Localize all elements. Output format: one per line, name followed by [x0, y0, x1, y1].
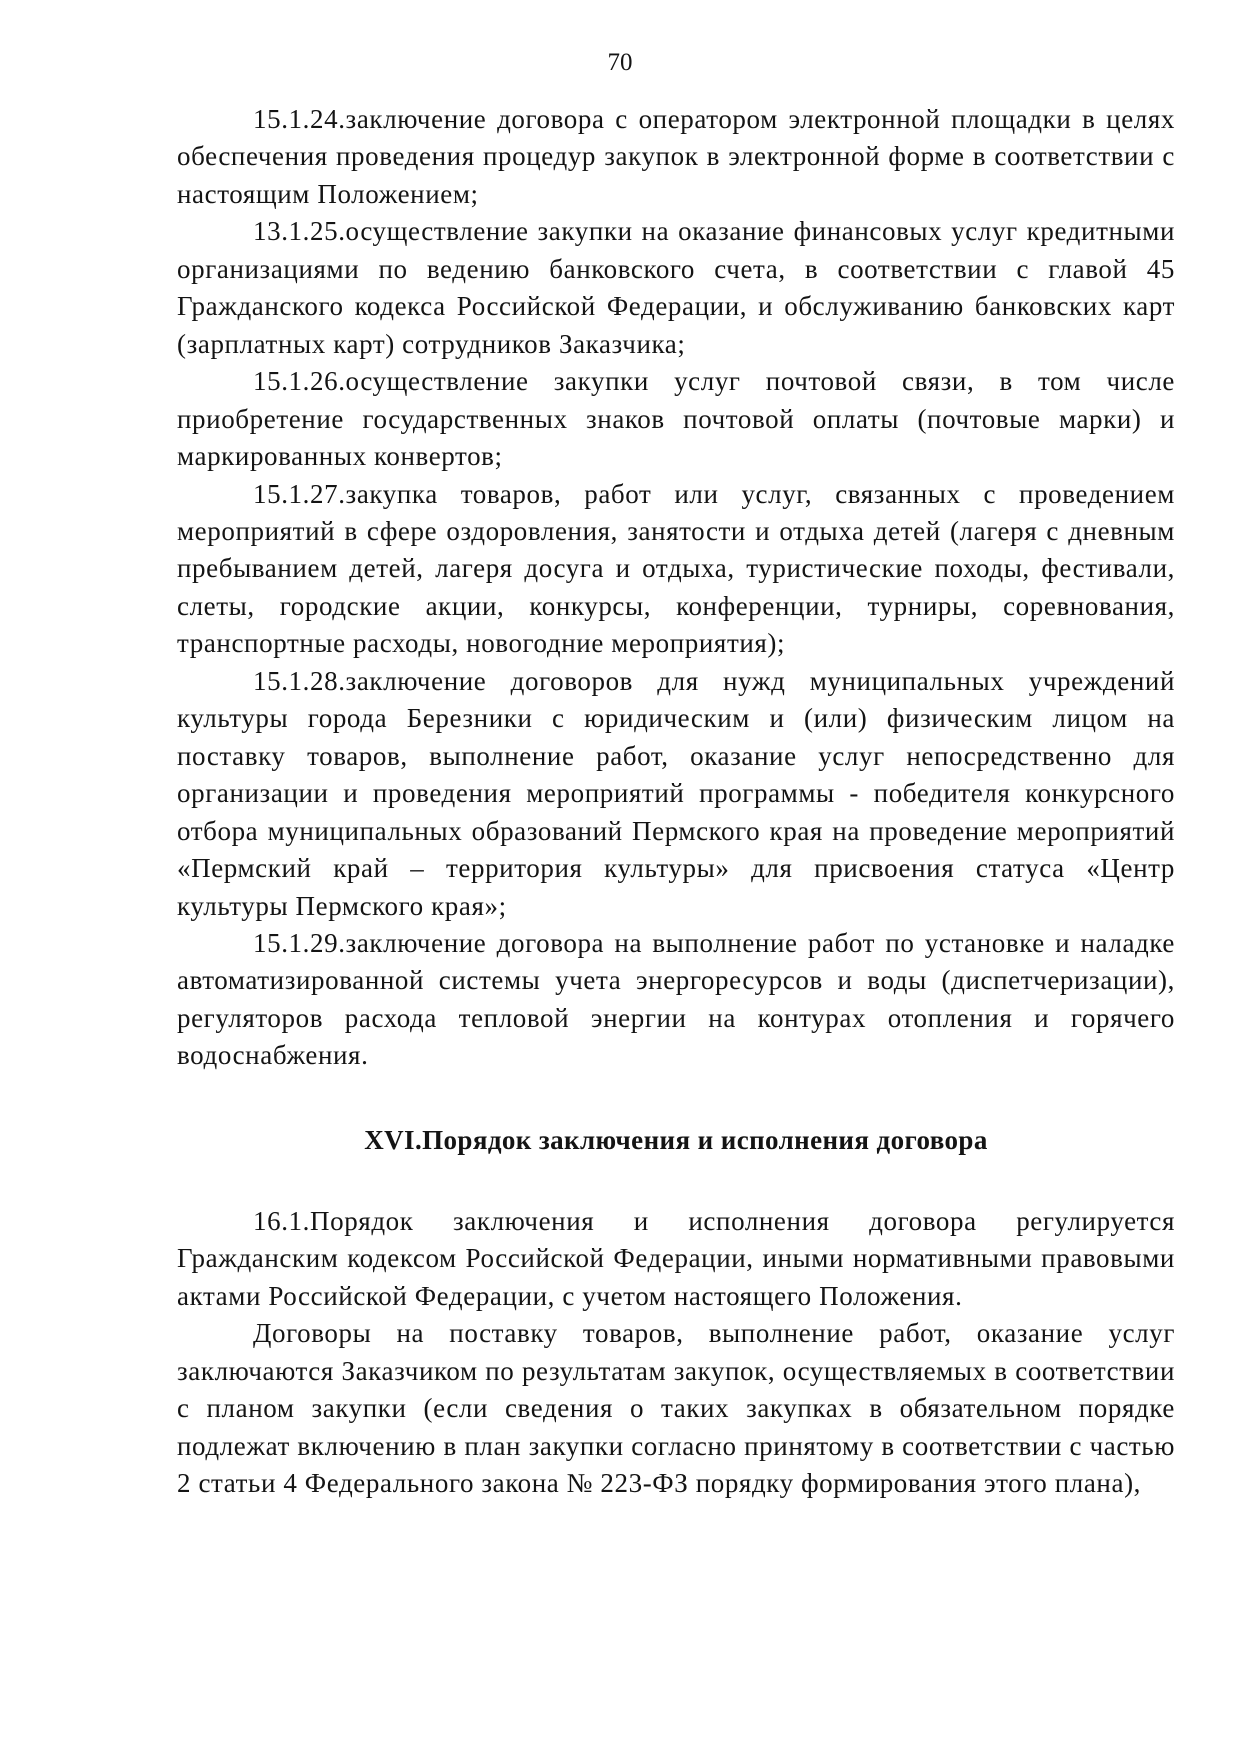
- list-item-15-1-26: 15.1.26.осуществление закупки услуг почтовой связи, в том числе приобретение государственных знаков почтовой оплаты (почтовые марки) и маркированных конвертов;: [177, 366, 1175, 472]
- section-paragraph-contracts: Договоры на поставку товаров, выполнение работ, оказание услуг заключаются Заказчиком по результатам закупок, осуществляемых в соответствии с планом закупки (если сведения о таких закупках в обязательном порядке подлежат включению в план закупки согласно принятому в соответствии с частью 2 статьи 4 Федерального закона № 223-ФЗ порядку формирования этого плана),: [177, 1318, 1175, 1498]
- list-item-15-1-24: 15.1.24.заключение договора с оператором электронной площадки в целях обеспечения проведения процедур закупок в электронной форме в соответствии с настоящим Положением;: [177, 104, 1175, 209]
- list-item-15-1-28: 15.1.28.заключение договоров для нужд муниципальных учреждений культуры города Березники с юридическим и (или) физическим лицом на поставку товаров, выполнение работ, оказание услуг непосредственно для организации и проведения мероприятий программы - победителя конкурсного отбора муниципальных образований Пермского края на проведение мероприятий «Пермский край – территория культуры» для присвоения статуса «Центр культуры Пермского края»;: [177, 665, 1175, 921]
- document-body: [177, 101, 1175, 1502]
- page-number: 70: [607, 49, 633, 76]
- list-item-15-1-27: 15.1.27.закупка товаров, работ или услуг, связанных с проведением мероприятий в сфере оздоровления, занятости и отдыха детей (лагеря с дневным пребыванием детей, лагеря досуга и отдыха, туристические походы, фестивали, слеты, городские акции, конкурсы, конференции, турниры, соревнования, транспортные расходы, новогодние мероприятия);: [177, 478, 1175, 659]
- list-item-13-1-25: 13.1.25.осуществление закупки на оказание финансовых услуг кредитными организациями по ведению банковского счета, в соответствии с главой 45 Гражданского кодекса Российской Федерации, и обслуживанию банковских карт (зарплатных карт) сотрудников Заказчика;: [177, 216, 1175, 359]
- list-item-15-1-29: 15.1.29.заключение договора на выполнение работ по установке и наладке автоматизированной системы учета энергоресурсов и воды (диспетчеризации), регуляторов расхода тепловой энергии на контурах отопления и горячего водоснабжения.: [177, 927, 1175, 1071]
- section-paragraph-16-1: 16.1.Порядок заключения и исполнения договора регулируется Гражданским кодексом Российской Федерации, иными нормативными правовыми актами Российской Федерации, с учетом настоящего Положения.: [177, 1205, 1175, 1311]
- section-heading: XVI.Порядок заключения и исполнения договора: [364, 1124, 988, 1155]
